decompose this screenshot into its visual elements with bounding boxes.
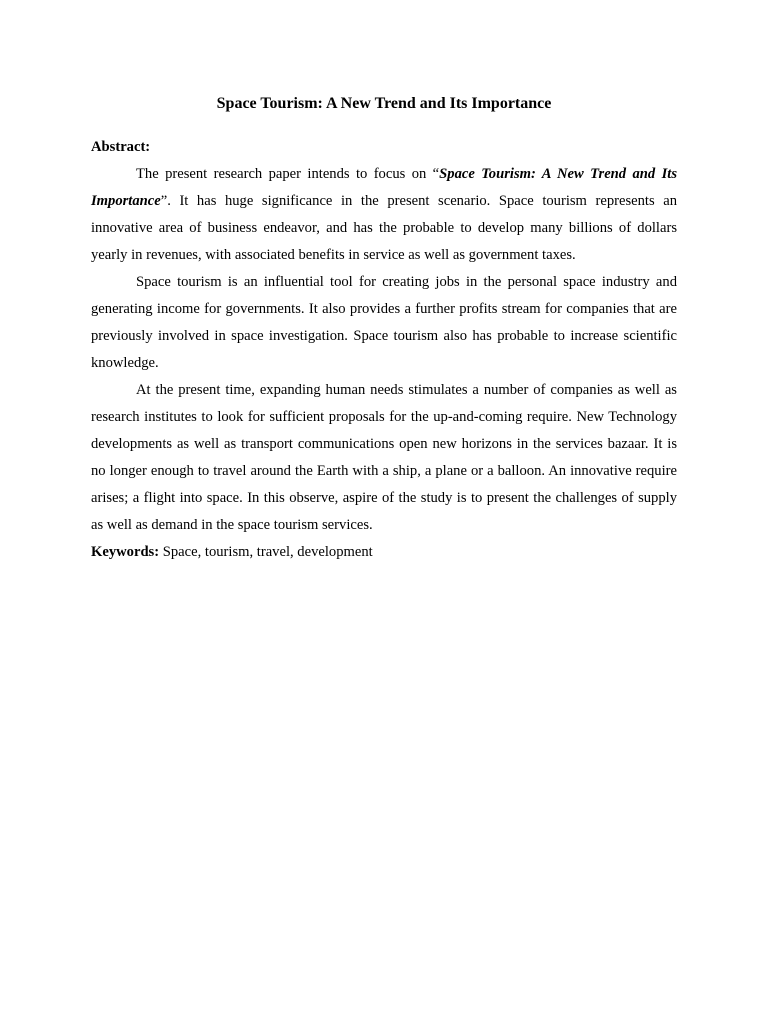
paper-title: Space Tourism: A New Trend and Its Importance [216, 95, 552, 112]
paragraph-1-body-text: ”. It has huge significance in the present scenario. Space tourism represents an innovative area of business endeavor, and has the probable to develop many billions of dollars yearly in revenues, with associated benefits in service as well as government taxes. [91, 193, 677, 263]
abstract-paragraph-2: Space tourism is an influential tool for creating jobs in the personal space industry and generating income for governments. It also provides a further profits stream for companies that are previously involved in space investigation. Space tourism also has probable to increase scientific knowledge. [91, 274, 677, 371]
keywords-label: Keywords: [91, 544, 160, 560]
keywords-list: Space, tourism, travel, development [159, 544, 373, 560]
keywords-line [91, 539, 677, 566]
abstract-paragraph-3: At the present time, expanding human needs stimulates a number of companies as well as research institutes to look for sufficient proposals for the up-and-coming require. New Technology developments as well as transport communications open new horizons in the services bazaar. It is no longer enough to travel around the Earth with a ship, a plane or a balloon. An innovative require arises; a flight into space. In this observe, aspire of the study is to present the challenges of supply as well as demand in the space tourism services. [91, 382, 677, 533]
paper-title-emphasis: Space Tourism: A New Trend and Its Importance [91, 166, 677, 209]
abstract-heading: Abstract: [91, 139, 151, 155]
abstract-paragraph-1 [91, 161, 677, 269]
abstract-section [91, 134, 677, 566]
paragraph-1-lead-text: The present research paper intends to focus on “ [136, 166, 440, 182]
